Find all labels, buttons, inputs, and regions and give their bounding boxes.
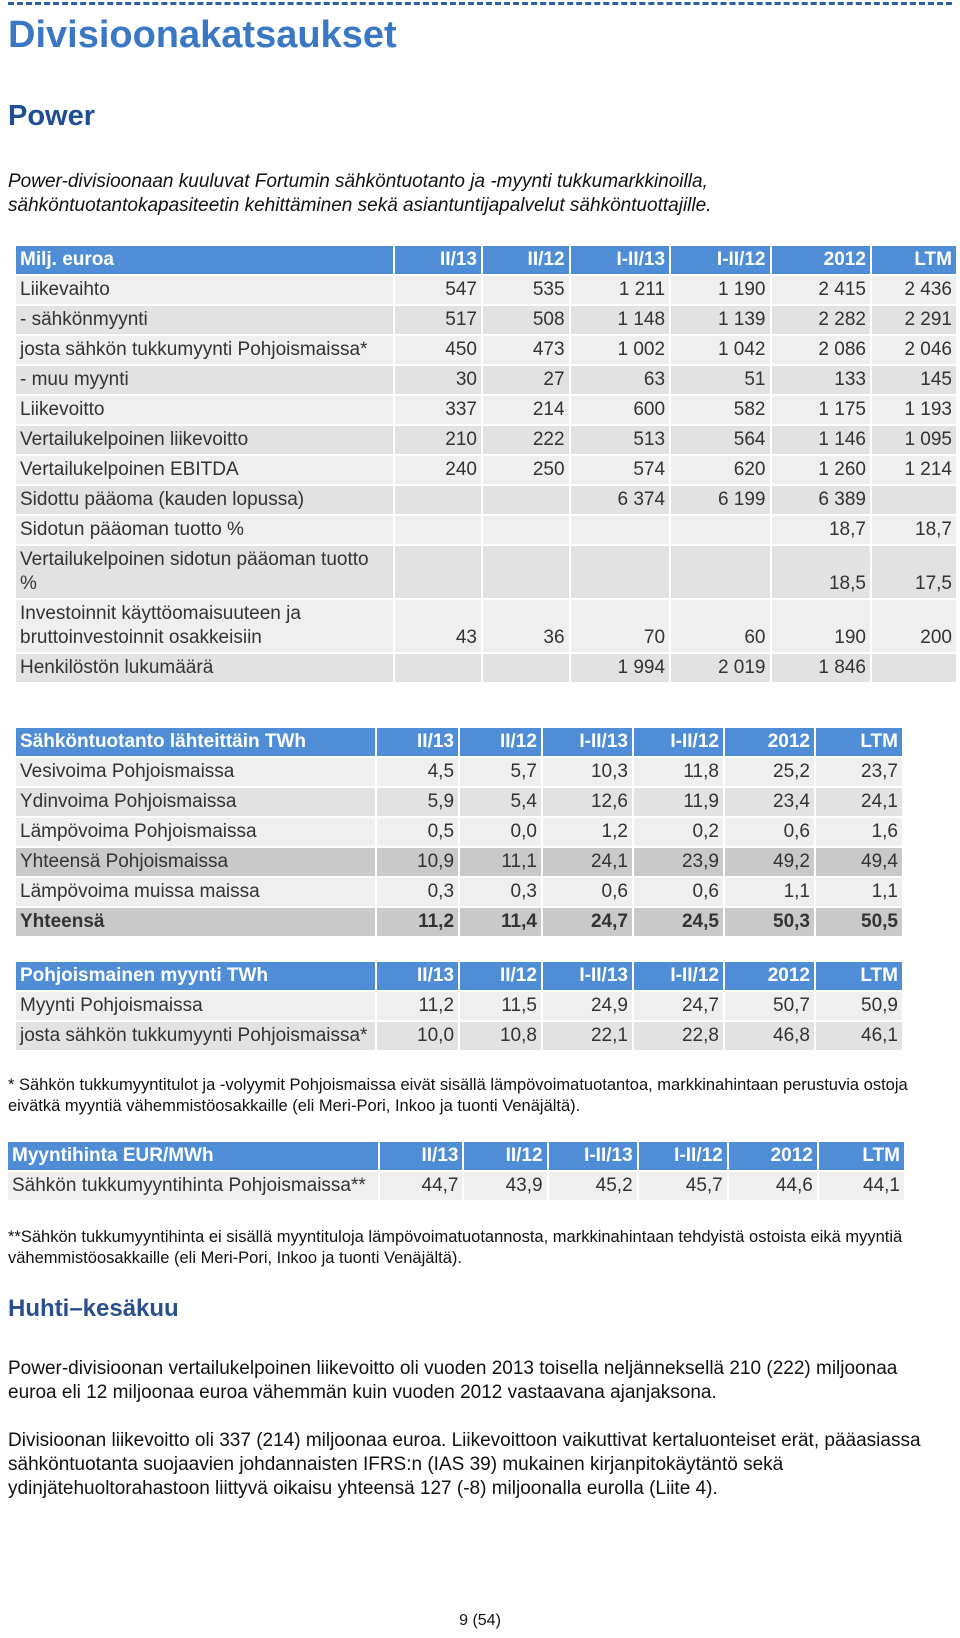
cell-value: 2 291	[872, 306, 956, 334]
cell-value	[571, 546, 669, 598]
cell-value: 1 139	[671, 306, 769, 334]
cell-value: 24,7	[543, 908, 632, 936]
cell-value: 1 260	[772, 456, 870, 484]
page-number: 9 (54)	[459, 1612, 501, 1629]
cell-value: 50,9	[816, 992, 902, 1020]
table-row	[16, 426, 956, 454]
key-figures-table	[14, 244, 958, 684]
cell-value: 49,2	[725, 848, 814, 876]
cell-value: 18,5	[772, 546, 870, 598]
cell-value: 564	[671, 426, 769, 454]
table-header-label: Sähköntuotanto lähteittäin TWh	[16, 728, 375, 756]
cell-value: 24,9	[543, 992, 632, 1020]
cell-value: 5,9	[377, 788, 458, 816]
table-row	[16, 992, 902, 1020]
production-table	[14, 726, 904, 938]
cell-value: 508	[483, 306, 569, 334]
cell-value: 46,1	[816, 1022, 902, 1050]
cell-value: 1,1	[816, 878, 902, 906]
row-label: Sidottu pääoma (kauden lopussa)	[16, 486, 393, 514]
top-divider	[8, 2, 952, 11]
cell-value: 2 436	[872, 276, 956, 304]
cell-value: 1 175	[772, 396, 870, 424]
table-header-cell: I-II/12	[634, 728, 723, 756]
cell-value: 11,2	[377, 908, 458, 936]
cell-value: 70	[571, 600, 669, 652]
table-header-cell: 2012	[772, 246, 870, 274]
table-row	[16, 654, 956, 682]
cell-value: 0,5	[377, 818, 458, 846]
table-row	[16, 758, 902, 786]
cell-value: 6 374	[571, 486, 669, 514]
cell-value: 44,6	[729, 1172, 817, 1200]
cell-value	[395, 546, 481, 598]
cell-value: 1 211	[571, 276, 669, 304]
row-label: Yhteensä	[16, 908, 375, 936]
intro-text: Power-divisioonaan kuuluvat Fortumin sähköntuotanto ja -myynti tukkumarkkinoilla, sähköntuotantokapasiteetin kehittäminen sekä asiantuntijapalvelut sähköntuottajille.	[8, 171, 712, 216]
row-label: Liikevoitto	[16, 396, 393, 424]
cell-value: 582	[671, 396, 769, 424]
table-row	[16, 600, 956, 652]
cell-value: 22,1	[543, 1022, 632, 1050]
cell-value: 2 019	[671, 654, 769, 682]
cell-value	[483, 486, 569, 514]
row-label: Vertailukelpoinen EBITDA	[16, 456, 393, 484]
table-row	[16, 1022, 902, 1050]
cell-value: 517	[395, 306, 481, 334]
cell-value: 1,6	[816, 818, 902, 846]
cell-value: 43	[395, 600, 481, 652]
cell-value: 1 042	[671, 336, 769, 364]
table-row	[16, 878, 902, 906]
table-header-cell: LTM	[816, 962, 902, 990]
cell-value: 210	[395, 426, 481, 454]
row-label: Myynti Pohjoismaissa	[16, 992, 375, 1020]
cell-value: 0,0	[460, 818, 541, 846]
cell-value: 63	[571, 366, 669, 394]
cell-value: 1 193	[872, 396, 956, 424]
table-header-cell: I-II/13	[543, 728, 632, 756]
table-header-cell: I-II/12	[639, 1142, 727, 1170]
cell-value: 10,8	[460, 1022, 541, 1050]
cell-value: 0,6	[725, 818, 814, 846]
cell-value: 10,0	[377, 1022, 458, 1050]
cell-value: 23,7	[816, 758, 902, 786]
cell-value	[483, 654, 569, 682]
paragraph: Divisioonan liikevoitto oli 337 (214) miljoonaa euroa. Liikevoittoon vaikuttivat kertaluonteiset erät, pääasiassa sähköntuotanta suojaavien johdannaisten IFRS:n (IAS 39) mukainen kirjanpitokäytäntö sekä ydinjätehuoltorahastoon liittyvä oikaisu yhteensä 127 (-8) miljoonalla eurolla (Liite 4).	[8, 1430, 921, 1499]
table-row	[16, 306, 956, 334]
cell-value: 25,2	[725, 758, 814, 786]
cell-value: 214	[483, 396, 569, 424]
cell-value	[483, 516, 569, 544]
cell-value	[395, 486, 481, 514]
table-row	[8, 1172, 904, 1200]
cell-value	[483, 546, 569, 598]
table-header-cell: LTM	[819, 1142, 904, 1170]
table-header-cell: II/12	[460, 962, 541, 990]
cell-value: 0,2	[634, 818, 723, 846]
cell-value: 50,3	[725, 908, 814, 936]
cell-value: 4,5	[377, 758, 458, 786]
cell-value: 2 086	[772, 336, 870, 364]
cell-value: 574	[571, 456, 669, 484]
cell-value: 24,1	[816, 788, 902, 816]
cell-value: 190	[772, 600, 870, 652]
cell-value: 200	[872, 600, 956, 652]
cell-value: 22,8	[634, 1022, 723, 1050]
cell-value: 45,2	[549, 1172, 637, 1200]
cell-value: 49,4	[816, 848, 902, 876]
table-header-cell: 2012	[725, 962, 814, 990]
cell-value: 46,8	[725, 1022, 814, 1050]
cell-value	[395, 654, 481, 682]
row-label: Vesivoima Pohjoismaissa	[16, 758, 375, 786]
cell-value: 24,1	[543, 848, 632, 876]
row-label: Liikevaihto	[16, 276, 393, 304]
table-header-cell: I-II/13	[543, 962, 632, 990]
cell-value: 24,5	[634, 908, 723, 936]
cell-value: 2 415	[772, 276, 870, 304]
table-header-label: Myyntihinta EUR/MWh	[8, 1142, 378, 1170]
cell-value: 51	[671, 366, 769, 394]
cell-value: 23,4	[725, 788, 814, 816]
table-row	[16, 908, 902, 936]
table-header-cell: LTM	[872, 246, 956, 274]
table-row	[16, 486, 956, 514]
cell-value: 50,5	[816, 908, 902, 936]
cell-value: 133	[772, 366, 870, 394]
cell-value	[872, 654, 956, 682]
row-label: - muu myynti	[16, 366, 393, 394]
cell-value: 145	[872, 366, 956, 394]
table-row	[16, 546, 956, 598]
table-header-row	[8, 1142, 904, 1170]
table-header-cell: II/13	[380, 1142, 462, 1170]
table-row	[16, 848, 902, 876]
table-header-cell: I-II/12	[671, 246, 769, 274]
price-table	[6, 1140, 906, 1202]
table-header-cell: I-II/12	[634, 962, 723, 990]
table-header-cell: II/12	[460, 728, 541, 756]
table-header-cell: II/13	[395, 246, 481, 274]
cell-value: 12,6	[543, 788, 632, 816]
cell-value: 11,9	[634, 788, 723, 816]
row-label: Vertailukelpoinen sidotun pääoman tuotto %	[16, 546, 393, 598]
cell-value: 513	[571, 426, 669, 454]
subheading: Huhti–kesäkuu	[8, 1295, 179, 1322]
cell-value: 11,8	[634, 758, 723, 786]
table-row	[16, 366, 956, 394]
cell-value: 10,3	[543, 758, 632, 786]
row-label: Lämpövoima Pohjoismaissa	[16, 818, 375, 846]
row-label: Lämpövoima muissa maissa	[16, 878, 375, 906]
cell-value: 11,5	[460, 992, 541, 1020]
cell-value: 450	[395, 336, 481, 364]
page-title: Divisioonakatsaukset	[8, 14, 397, 56]
row-label: Sidotun pääoman tuotto %	[16, 516, 393, 544]
cell-value: 1 190	[671, 276, 769, 304]
row-label: josta sähkön tukkumyynti Pohjoismaissa*	[16, 1022, 375, 1050]
table-row	[16, 276, 956, 304]
cell-value: 1 095	[872, 426, 956, 454]
table-header-cell: II/13	[377, 728, 458, 756]
cell-value: 18,7	[772, 516, 870, 544]
row-label: Investoinnit käyttöomaisuuteen ja bruttoinvestoinnit osakkeisiin	[16, 600, 393, 652]
row-label: Yhteensä Pohjoismaissa	[16, 848, 375, 876]
cell-value: 6 199	[671, 486, 769, 514]
footnote-price: **Sähkön tukkumyyntihinta ei sisällä myyntituloja lämpövoimatuotannosta, markkinahintaan tehdyistä ostoista eikä myyntiä vähemmistöosakkaille (eli Meri-Pori, Inkoo ja tuonti Venäjältä).	[8, 1228, 903, 1267]
table-row	[16, 396, 956, 424]
cell-value: 6 389	[772, 486, 870, 514]
table-header-cell: I-II/13	[571, 246, 669, 274]
cell-value: 44,7	[380, 1172, 462, 1200]
cell-value: 620	[671, 456, 769, 484]
cell-value: 1,1	[725, 878, 814, 906]
cell-value: 27	[483, 366, 569, 394]
cell-value: 45,7	[639, 1172, 727, 1200]
row-label: Henkilöstön lukumäärä	[16, 654, 393, 682]
cell-value: 1 214	[872, 456, 956, 484]
cell-value	[395, 516, 481, 544]
cell-value: 222	[483, 426, 569, 454]
cell-value: 17,5	[872, 546, 956, 598]
table-header-cell: II/13	[377, 962, 458, 990]
cell-value: 18,7	[872, 516, 956, 544]
cell-value: 43,9	[464, 1172, 546, 1200]
cell-value: 0,3	[460, 878, 541, 906]
table-row	[16, 456, 956, 484]
cell-value: 24,7	[634, 992, 723, 1020]
table-header-label: Milj. euroa	[16, 246, 393, 274]
table-header-cell: I-II/13	[549, 1142, 637, 1170]
cell-value: 30	[395, 366, 481, 394]
table-row	[16, 516, 956, 544]
cell-value	[571, 516, 669, 544]
footnote-wholesale: * Sähkön tukkumyyntitulot ja -volyymit Pohjoismaissa eivät sisällä lämpövoimatuotantoa, markkinahintaan perustuvia ostoja eivätkä myyntiä vähemmistöosakkaille (eli Meri-Pori, Inkoo ja tuonti Venäjältä).	[8, 1076, 908, 1115]
cell-value: 36	[483, 600, 569, 652]
table-header-row	[16, 728, 902, 756]
table-row	[16, 788, 902, 816]
section-title: Power	[8, 100, 96, 132]
cell-value: 23,9	[634, 848, 723, 876]
row-label: Vertailukelpoinen liikevoitto	[16, 426, 393, 454]
cell-value: 1 994	[571, 654, 669, 682]
cell-value: 1 146	[772, 426, 870, 454]
cell-value: 600	[571, 396, 669, 424]
cell-value: 250	[483, 456, 569, 484]
cell-value: 2 282	[772, 306, 870, 334]
table-header-row	[16, 962, 902, 990]
cell-value: 1 148	[571, 306, 669, 334]
cell-value: 1,2	[543, 818, 632, 846]
cell-value: 1 002	[571, 336, 669, 364]
cell-value	[671, 516, 769, 544]
nordic-sales-table	[14, 960, 904, 1052]
cell-value: 11,2	[377, 992, 458, 1020]
cell-value: 535	[483, 276, 569, 304]
table-header-label: Pohjoismainen myynti TWh	[16, 962, 375, 990]
cell-value: 0,3	[377, 878, 458, 906]
row-label: josta sähkön tukkumyynti Pohjoismaissa*	[16, 336, 393, 364]
table-row	[16, 818, 902, 846]
row-label: Sähkön tukkumyyntihinta Pohjoismaissa**	[8, 1172, 378, 1200]
cell-value: 10,9	[377, 848, 458, 876]
table-row	[16, 336, 956, 364]
cell-value: 0,6	[543, 878, 632, 906]
table-header-cell: LTM	[816, 728, 902, 756]
cell-value: 240	[395, 456, 481, 484]
cell-value: 60	[671, 600, 769, 652]
cell-value: 5,7	[460, 758, 541, 786]
cell-value: 473	[483, 336, 569, 364]
cell-value: 2 046	[872, 336, 956, 364]
cell-value: 5,4	[460, 788, 541, 816]
cell-value	[671, 546, 769, 598]
table-header-cell: 2012	[729, 1142, 817, 1170]
cell-value: 547	[395, 276, 481, 304]
cell-value: 337	[395, 396, 481, 424]
table-header-cell: 2012	[725, 728, 814, 756]
row-label: - sähkönmyynti	[16, 306, 393, 334]
cell-value: 44,1	[819, 1172, 904, 1200]
cell-value	[872, 486, 956, 514]
cell-value: 11,1	[460, 848, 541, 876]
table-header-cell: II/12	[464, 1142, 546, 1170]
cell-value: 50,7	[725, 992, 814, 1020]
paragraph: Power-divisioonan vertailukelpoinen liikevoitto oli vuoden 2013 toisella neljänneksellä 210 (222) miljoonaa euroa eli 12 miljoonaa euroa vähemmän kuin vuoden 2012 vastaavana ajanjaksona.	[8, 1358, 898, 1403]
row-label: Ydinvoima Pohjoismaissa	[16, 788, 375, 816]
cell-value: 1 846	[772, 654, 870, 682]
table-header-cell: II/12	[483, 246, 569, 274]
cell-value: 0,6	[634, 878, 723, 906]
table-header-row	[16, 246, 956, 274]
cell-value: 11,4	[460, 908, 541, 936]
